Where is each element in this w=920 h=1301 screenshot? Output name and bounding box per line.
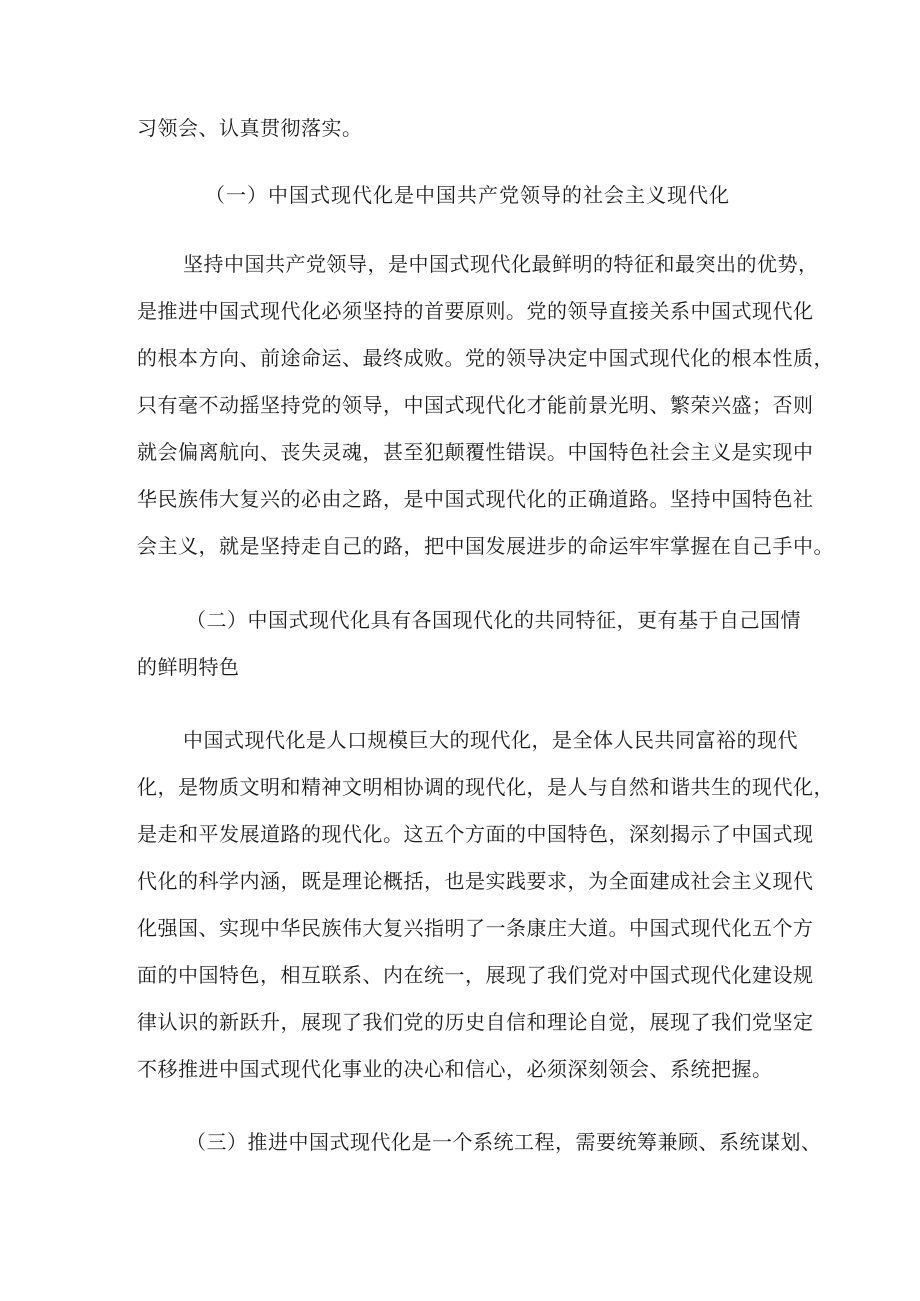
intro-line: 习领会、认真贯彻落实。 xyxy=(137,116,363,140)
paragraph-line: 坚持中国共产党领导，是中国式现代化最鲜明的特征和最突出的优势， xyxy=(183,252,819,276)
section2-heading-line: （二）中国式现代化具有各国现代化的共同特征，更有基于自己国情 xyxy=(186,608,801,632)
section3-heading: （三）推进中国式现代化是一个系统工程，需要统筹兼顾、系统谋划、 xyxy=(186,1130,822,1154)
paragraph-line: 化，是物质文明和精神文明相协调的现代化，是人与自然和谐共生的现代化， xyxy=(137,775,834,799)
paragraph-line: 就会偏离航向、丧失灵魂，甚至犯颠覆性错误。中国特色社会主义是实现中 xyxy=(137,440,814,464)
paragraph-line: 会主义，就是坚持走自己的路，把中国发展进步的命运牢牢掌握在自己手中。 xyxy=(137,534,834,558)
paragraph-line: 不移推进中国式现代化事业的决心和信心，必须深刻领会、系统把握。 xyxy=(137,1057,773,1081)
paragraph-line: 中国式现代化是人口规模巨大的现代化，是全体人民共同富裕的现代 xyxy=(183,728,798,752)
section2-heading-line: 的鲜明特色 xyxy=(137,655,240,679)
paragraph-line: 的根本方向、前途命运、最终成败。党的领导决定中国式现代化的根本性质， xyxy=(137,346,834,370)
paragraph-line: 律认识的新跃升，展现了我们党的历史自信和理论自觉，展现了我们党坚定 xyxy=(137,1010,814,1034)
paragraph-line: 只有毫不动摇坚持党的领导，中国式现代化才能前景光明、繁荣兴盛；否则 xyxy=(137,393,814,417)
paragraph-line: 是走和平发展道路的现代化。这五个方面的中国特色，深刻揭示了中国式现 xyxy=(137,822,814,846)
section1-heading: （一）中国式现代化是中国共产党领导的社会主义现代化 xyxy=(205,183,730,207)
paragraph-line: 面的中国特色，相互联系、内在统一，展现了我们党对中国式现代化建设规 xyxy=(137,963,814,987)
paragraph-line: 代化的科学内涵，既是理论概括，也是实践要求，为全面建成社会主义现代 xyxy=(137,869,814,893)
paragraph-line: 化强国、实现中华民族伟大复兴指明了一条康庄大道。中国式现代化五个方 xyxy=(137,916,814,940)
paragraph-line: 华民族伟大复兴的必由之路，是中国式现代化的正确道路。坚持中国特色社 xyxy=(137,487,814,511)
paragraph-line: 是推进中国式现代化必须坚持的首要原则。党的领导直接关系中国式现代化 xyxy=(137,299,814,323)
